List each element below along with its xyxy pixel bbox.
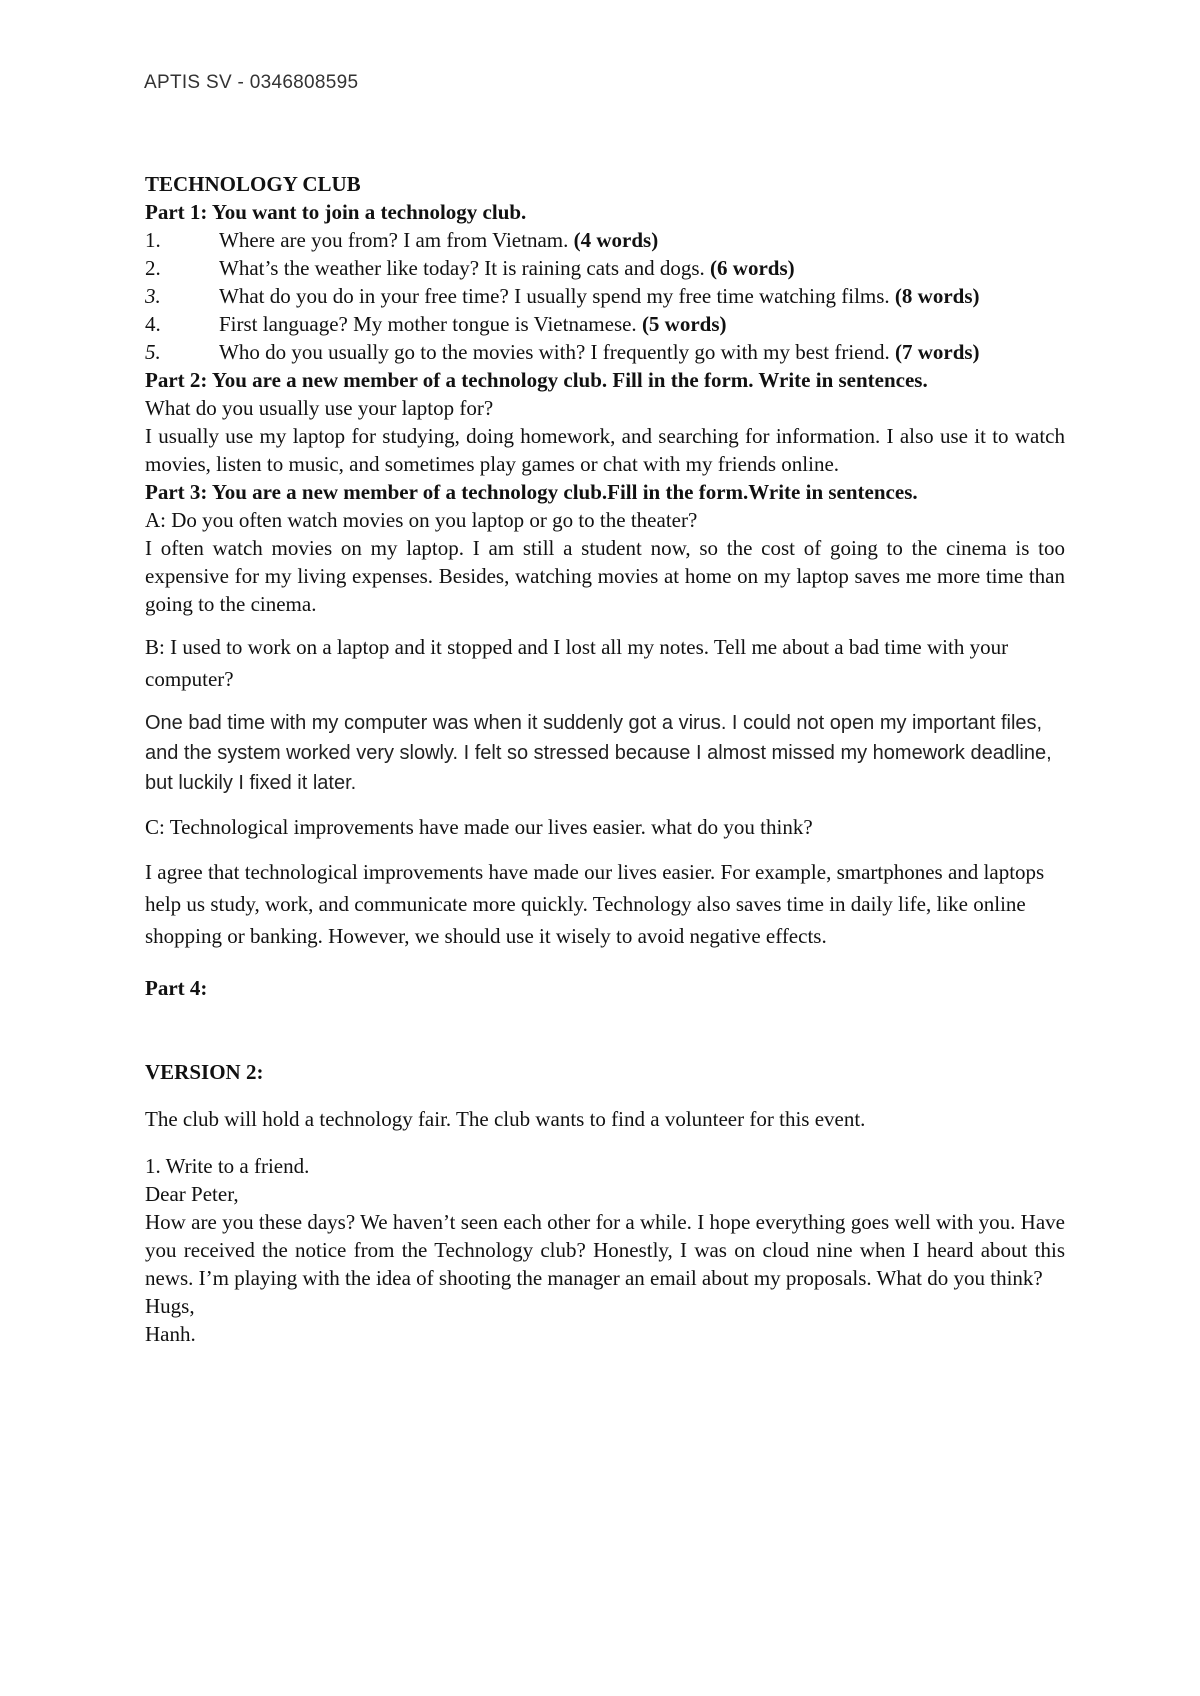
question-number: 2. <box>145 256 161 280</box>
part3-question-b: B: I used to work on a laptop and it stopped and I lost all my notes. Tell me about a bad time with your computer? <box>145 635 1009 691</box>
question-text-wrap <box>219 310 1065 338</box>
question-text: Where are you from? I am from Vietnam. <box>219 228 569 252</box>
letter-signature: Hanh. <box>145 1322 196 1346</box>
question-item-3 <box>145 282 1065 310</box>
question-text-wrap <box>219 254 1065 282</box>
part3-answer-a: I often watch movies on my laptop. I am still a student now, so the cost of going to the cinema is too expensive for my living expenses. Besides, watching movies at home on my laptop saves me more time than going to the cinema. <box>145 536 1065 616</box>
version2-intro: The club will hold a technology fair. The club wants to find a volunteer for this event. <box>145 1107 866 1131</box>
question-number: 3. <box>145 284 161 308</box>
spacer <box>145 695 1065 708</box>
question-number: 4. <box>145 312 161 336</box>
question-number: 5. <box>145 340 161 364</box>
part3-answer-b: One bad time with my computer was when it suddenly got a virus. I could not open my important files, and the system worked very slowly. I felt so stressed because I almost missed my homework deadline, but luckily I fixed it later. <box>145 712 1052 794</box>
document-body <box>145 170 1065 1348</box>
spacer <box>145 843 1065 856</box>
question-item-1 <box>145 226 1065 254</box>
version2-heading: VERSION 2: <box>145 1060 264 1084</box>
part2-heading: Part 2: You are a new member of a technology club. Fill in the form. Write in sentences. <box>145 368 928 392</box>
question-text-wrap <box>219 226 1065 254</box>
question-number: 1. <box>145 228 161 252</box>
word-count: (4 words) <box>573 228 659 252</box>
part3-question-c: C: Technological improvements have made our lives easier. what do you think? <box>145 815 813 839</box>
spacer <box>145 618 1065 631</box>
part2-answer: I usually use my laptop for studying, doing homework, and searching for information. I also use it to watch movies, listen to music, and sometimes play games or chat with my friends online. <box>145 424 1065 476</box>
spacer <box>145 798 1065 811</box>
spacer <box>145 952 1065 974</box>
question-text: What do you do in your free time? I usually spend my free time watching films. <box>219 284 890 308</box>
word-count: (7 words) <box>894 340 980 364</box>
version2-task: 1. Write to a friend. <box>145 1154 310 1178</box>
question-item-2 <box>145 254 1065 282</box>
part4-heading: Part 4: <box>145 976 208 1000</box>
word-count: (8 words) <box>894 284 980 308</box>
question-item-4 <box>145 310 1065 338</box>
letter-body: How are you these days? We haven’t seen each other for a while. I hope everything goes well with you. Have you received the notice from the Technology club? Honestly, I was on cloud nine when I heard about this news. I’m playing with the idea of shooting the manager an email about my proposals. What do you think? <box>145 1210 1065 1290</box>
part2-question: What do you usually use your laptop for? <box>145 396 494 420</box>
spacer <box>145 1133 1065 1152</box>
part3-question-a: A: Do you often watch movies on you laptop or go to the theater? <box>145 508 698 532</box>
document-title: TECHNOLOGY CLUB <box>145 172 361 196</box>
spacer <box>145 1086 1065 1105</box>
question-item-5 <box>145 338 1065 366</box>
part3-answer-c: I agree that technological improvements have made our lives easier. For example, smartphones and laptops help us study, work, and communicate more quickly. Technology also saves time in daily life, like online shopping or banking. However, we should use it wisely to avoid negative effects. <box>145 860 1045 948</box>
word-count: (5 words) <box>641 312 727 336</box>
question-text: What’s the weather like today? It is raining cats and dogs. <box>219 256 705 280</box>
page-header: APTIS SV - 0346808595 <box>144 72 359 93</box>
question-text: First language? My mother tongue is Vietnamese. <box>219 312 637 336</box>
part1-heading: Part 1: You want to join a technology club. <box>145 200 527 224</box>
word-count: (6 words) <box>710 256 795 280</box>
part3-heading: Part 3: You are a new member of a technology club.Fill in the form.Write in sentences. <box>145 480 918 504</box>
letter-greeting: Dear Peter, <box>145 1182 239 1206</box>
spacer <box>145 1002 1065 1058</box>
question-text: Who do you usually go to the movies with? I frequently go with my best friend. <box>219 340 890 364</box>
letter-closing: Hugs, <box>145 1294 195 1318</box>
